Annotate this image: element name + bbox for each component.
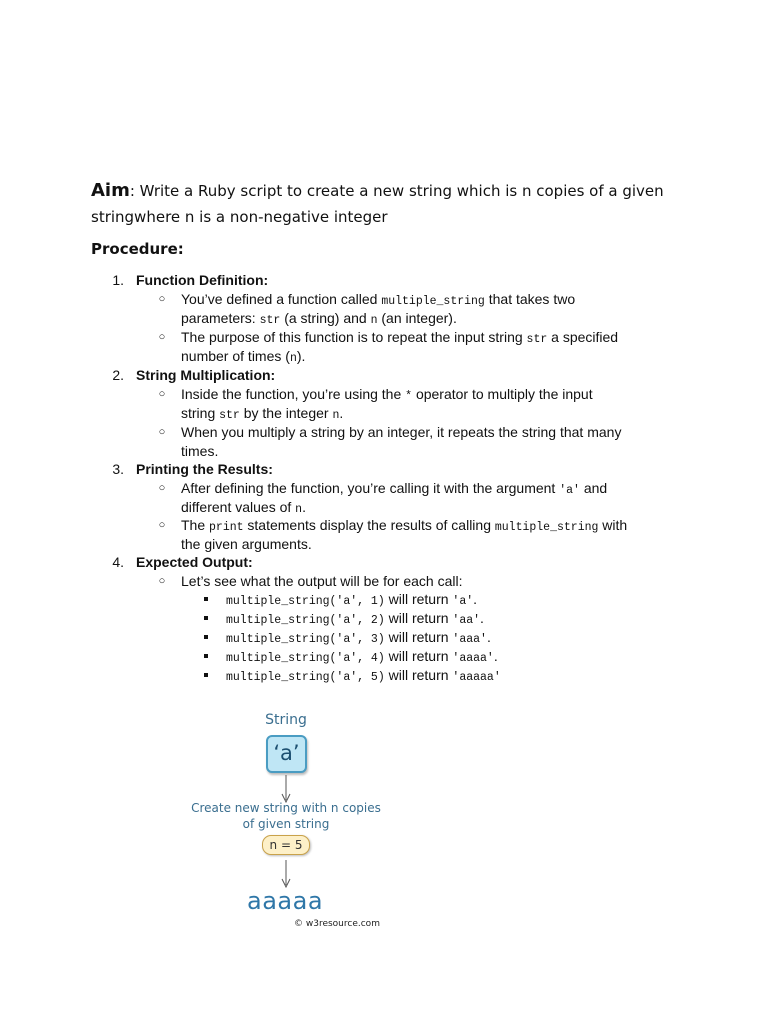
step-number: 4. xyxy=(112,554,124,570)
list-item: You’ve defined a function called multiple_string that takes two xyxy=(181,291,576,308)
string-label: String xyxy=(265,712,307,728)
output-string: aaaaa xyxy=(247,887,324,915)
square-bullet-icon xyxy=(204,635,208,639)
list-item: Let’s see what the output will be for each call: xyxy=(181,573,463,589)
list-item: Inside the function, you’re using the * operator to multiply the input xyxy=(181,386,593,403)
list-item-continuation: number of times (n). xyxy=(181,348,306,365)
n-value-pill xyxy=(262,835,310,855)
down-arrow-icon xyxy=(281,775,291,803)
circle-bullet-icon: ○ xyxy=(158,519,166,531)
output-item: multiple_string('a', 2) will return 'aa'. xyxy=(226,610,484,627)
aim-paragraph xyxy=(91,178,691,230)
step-title: Function Definition: xyxy=(136,272,269,288)
square-bullet-icon xyxy=(204,654,208,658)
string-copies-diagram xyxy=(190,705,400,940)
input-char-box xyxy=(266,735,307,773)
description-line-2: of given string xyxy=(242,817,330,831)
circle-bullet-icon: ○ xyxy=(158,482,166,494)
aim-label: Aim xyxy=(91,180,130,201)
output-item: multiple_string('a', 1) will return 'a'. xyxy=(226,591,478,608)
credit-text: © w3resource.com xyxy=(294,919,380,929)
output-item: multiple_string('a', 3) will return 'aaa'. xyxy=(226,629,491,646)
output-item: multiple_string('a', 4) will return 'aaaa'. xyxy=(226,648,498,665)
circle-bullet-icon: ○ xyxy=(158,426,166,438)
step-number: 2. xyxy=(112,367,124,383)
step-title: Printing the Results: xyxy=(136,461,273,477)
step-number: 1. xyxy=(112,272,124,288)
step-title: String Multiplication: xyxy=(136,367,276,383)
circle-bullet-icon: ○ xyxy=(158,331,166,343)
step-title: Expected Output: xyxy=(136,554,253,570)
list-item-continuation: parameters: str (a string) and n (an integer). xyxy=(181,310,457,327)
list-item: The purpose of this function is to repeat the input string str a specified xyxy=(181,329,619,346)
circle-bullet-icon: ○ xyxy=(158,388,166,400)
aim-text: : Write a Ruby script to create a new string which is n copies of a given stringwhere n is a non-negative integer xyxy=(91,182,664,226)
description-line-1: Create new string with n copies xyxy=(191,801,381,815)
circle-bullet-icon: ○ xyxy=(158,575,166,587)
list-item-continuation: the given arguments. xyxy=(181,536,312,552)
square-bullet-icon xyxy=(204,673,208,677)
list-item-continuation: times. xyxy=(181,443,219,459)
list-item: When you multiply a string by an integer, it repeats the string that many xyxy=(181,424,622,440)
list-item: After defining the function, you’re calling it with the argument 'a' and xyxy=(181,480,608,497)
down-arrow-icon xyxy=(281,860,291,888)
list-item-continuation: string str by the integer n. xyxy=(181,405,344,422)
circle-bullet-icon: ○ xyxy=(158,293,166,305)
square-bullet-icon xyxy=(204,616,208,620)
list-item: The print statements display the results of calling multiple_string with xyxy=(181,517,628,534)
input-char: ‘a’ xyxy=(273,741,300,765)
square-bullet-icon xyxy=(204,597,208,601)
step-number: 3. xyxy=(112,461,124,477)
output-item: multiple_string('a', 5) will return 'aaaaa' xyxy=(226,667,501,684)
n-value-label: n = 5 xyxy=(269,838,303,852)
procedure-heading: Procedure: xyxy=(91,240,184,258)
list-item-continuation: different values of n. xyxy=(181,499,306,516)
